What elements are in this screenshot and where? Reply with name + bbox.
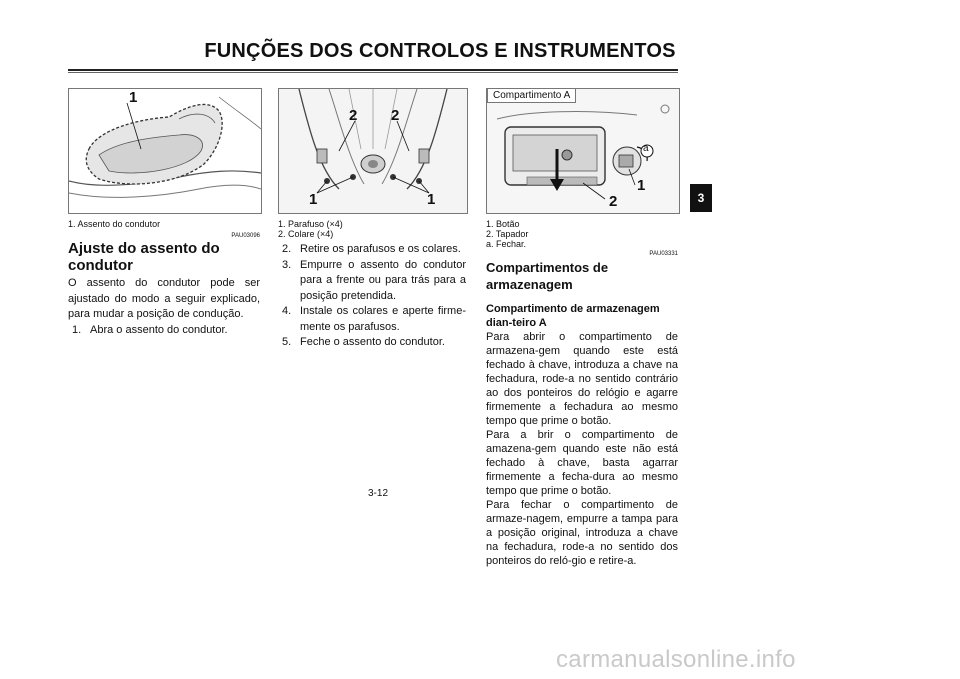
- steps-list: [68, 323, 260, 339]
- bolt-callout-2b: 2: [391, 107, 400, 124]
- page-number: 3-12: [367, 488, 388, 499]
- seat-figure: [68, 88, 262, 214]
- list-item: 5. Feche o assento do condutor.: [282, 336, 445, 348]
- bolts-caption-2: 2. Colare (×4): [278, 229, 334, 239]
- compartment-callout-2: 2: [609, 193, 618, 210]
- paragraph: Para a brir o compartimento de amazena-gem quando este não está fechado à chave, basta agarrar firmemente a fecha-dura ao mesmo tempo que prime o botão.: [486, 429, 678, 497]
- bolts-caption-1: 1. Parafuso (×4): [278, 219, 343, 229]
- compartment-illustration: [487, 89, 679, 213]
- watermark: carmanualsonline.info: [556, 646, 796, 673]
- compartment-caption-1: 1. Botão: [486, 219, 520, 229]
- chapter-tab: 3: [690, 184, 712, 212]
- compartment-callout-1: 1: [637, 177, 646, 194]
- compartment-caption-2: 2. Tapador: [486, 229, 529, 239]
- seat-bolts-illustration: [279, 89, 467, 213]
- list-item: 2. Retire os parafusos e os colares.: [282, 243, 461, 255]
- bolt-callout-2a: 2: [349, 107, 358, 124]
- list-item: 3. Empurre o assento do condutor para a frente ou para trás para a posição pretendida.: [282, 258, 466, 302]
- section-heading: Compartimentos de armazenagem: [486, 260, 609, 292]
- col1-text: [68, 219, 260, 338]
- paragraph: Para abrir o compartimento de armazena-gem quando este está fechado à chave, introduza a chave na fechadura, rode-a no sentido contrário ao dos ponteiros do relógio e agarre firmemente a fechadura ao mesmo tempo que prime o botão.: [486, 331, 678, 427]
- title-rule-thin: [68, 72, 678, 73]
- page-title: FUNÇÕES DOS CONTROLOS E INSTRUMENTOS: [204, 40, 676, 62]
- section-body: O assento do condutor pode ser ajustado do modo a seguir explicado, para mudar a posição de condução.: [68, 277, 260, 320]
- seat-caption: 1. Assento do condutor: [68, 219, 161, 229]
- col3-text: [486, 219, 678, 568]
- paragraph: Para fechar o compartimento de armaze-nagem, empurre a tampa para a posição original, introduza a chave na fechadura, rode-a no sentido dos ponteiros do reló-gio e retire-a.: [486, 499, 678, 567]
- subsection-heading: Compartimento de armazenagem dian-teiro A: [486, 303, 660, 329]
- list-item: 1. Abra o assento do condutor.: [72, 323, 228, 336]
- col2-text: [278, 219, 466, 351]
- bolts-figure: [278, 88, 468, 214]
- section-code: PAU03331: [649, 251, 678, 257]
- steps-list: [278, 242, 466, 351]
- section-heading: Ajuste do assento do condutor: [68, 240, 220, 274]
- bolt-callout-1b: 1: [427, 191, 436, 208]
- compartment-callout-a: a: [643, 143, 649, 154]
- compartment-caption-3: a. Fechar.: [486, 239, 527, 249]
- compartment-label: Compartimento A: [487, 89, 576, 103]
- bolt-callout-1a: 1: [309, 191, 318, 208]
- list-item: 4. Instale os colares e aperte firme-mente os parafusos.: [282, 305, 466, 333]
- compartment-figure: [486, 88, 680, 214]
- title-rule: [68, 69, 678, 71]
- section-code: PAU03096: [231, 233, 260, 239]
- seat-callout-1: 1: [129, 89, 138, 106]
- seat-illustration: [69, 89, 261, 213]
